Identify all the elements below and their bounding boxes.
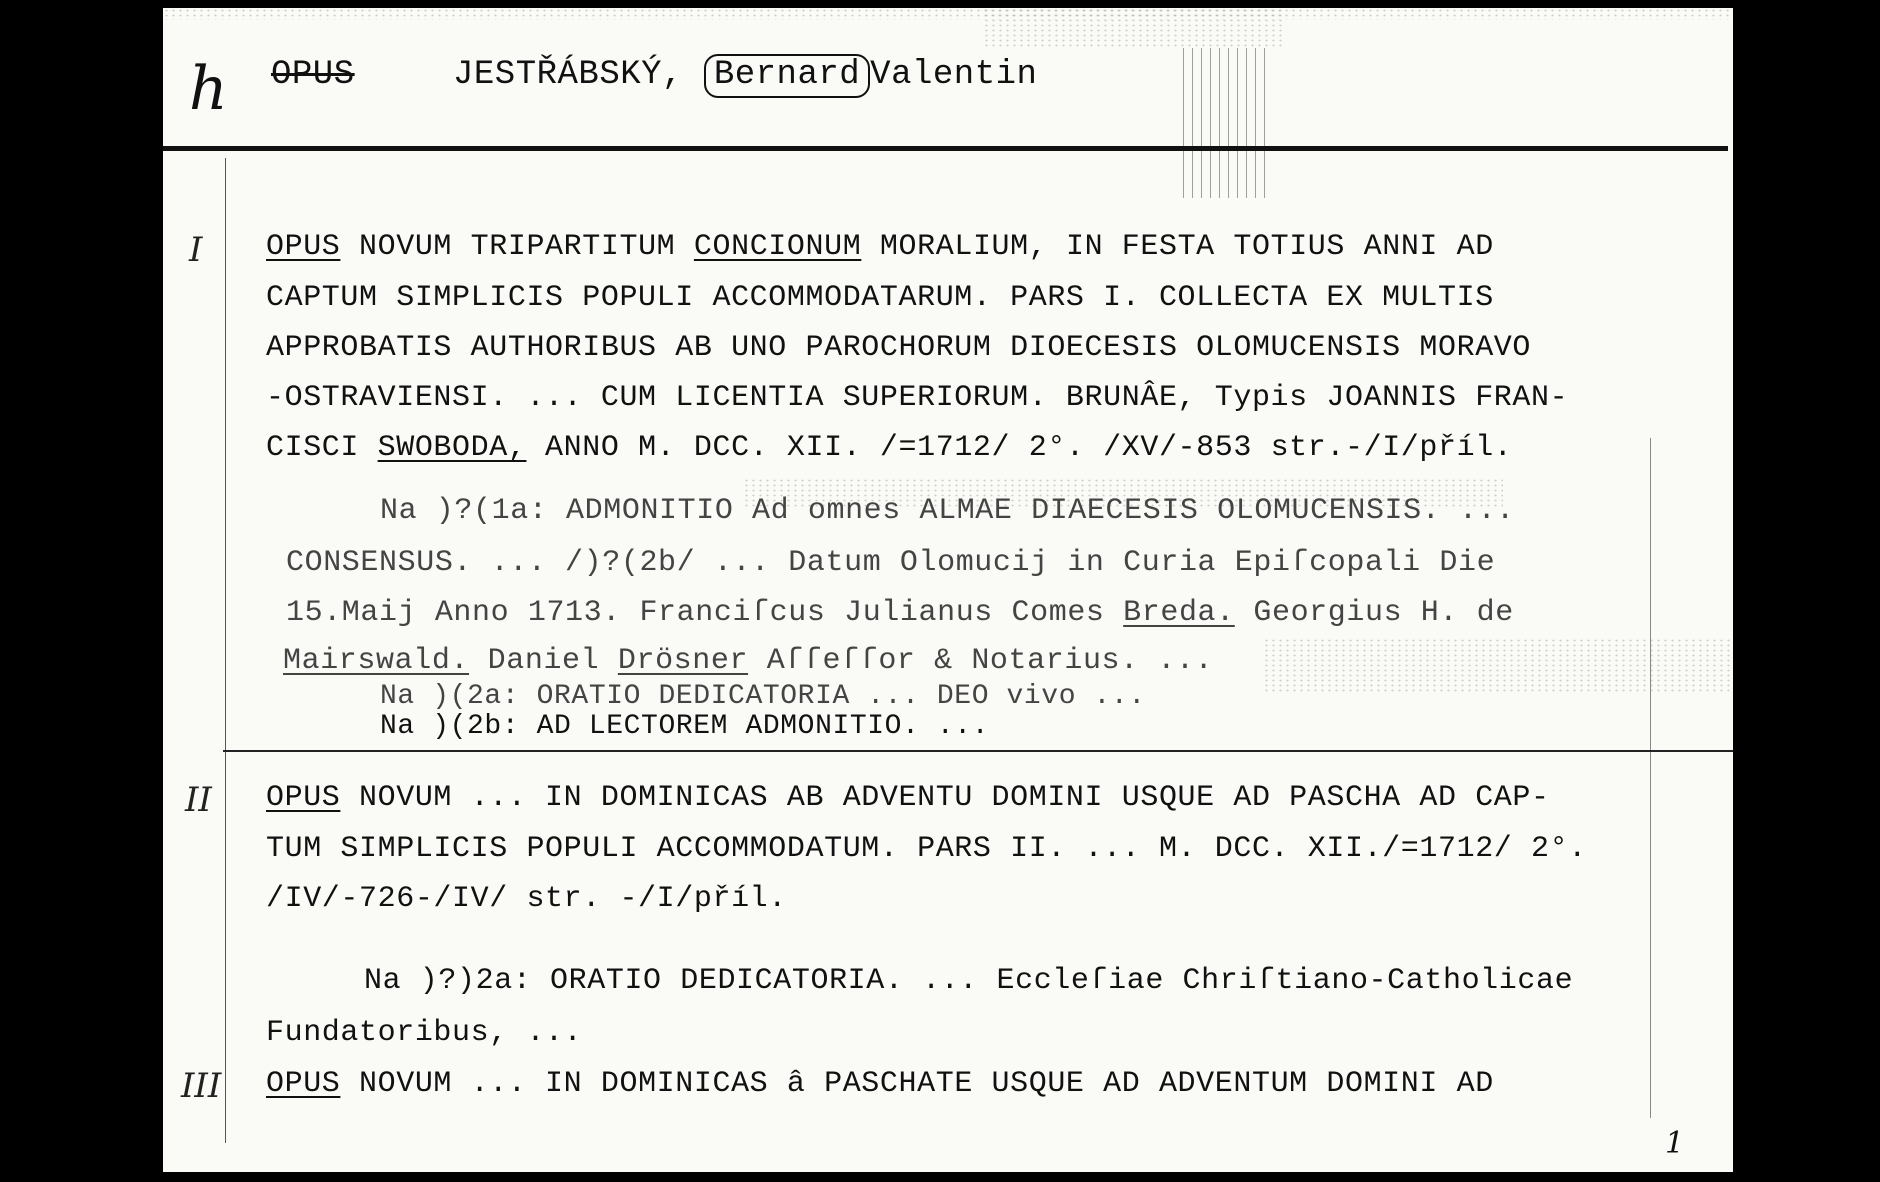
part1-mairswald: Mairswald. [283,644,470,678]
part2-line2: TUM SIMPLICIS POPULI ACCOMMODATUM. PARS II. ... M. DCC. XII./=1712/ 2°. [266,832,1587,866]
card-heading [163,8,1733,148]
part2-line1: OPUS NOVUM ... IN DOMINICAS AB ADVENTU DOMINI USQUE AD PASCHA AD CAP- [266,781,1550,815]
heading-rule [163,146,1728,151]
handwritten-h-mark: h [189,54,228,124]
catalog-card [163,8,1733,1172]
part-marker-2: II [185,780,212,820]
struck-opus: OPUS [271,56,355,94]
part1-line5: CISCI SWOBODA, ANNO M. DCC. XII. /=1712/ 2°. /XV/-853 str.-/I/příl. [266,431,1513,465]
part1-line3: APPROBATIS AUTHORIBUS AB UNO PAROCHORUM DIOECESIS OLOMUCENSIS MORAVO [266,331,1531,365]
part3-opus: OPUS [266,1067,341,1101]
part1-swoboda: SWOBODA, [377,431,527,465]
struck-heading-word [271,56,355,94]
part1-note2: CONSENSUS. ... /)?(2b/ ... Datum Olomucij in Curia Epiſcopali Die [286,546,1496,580]
part1-line2: CAPTUM SIMPLICIS POPULI ACCOMMODATARUM. PARS I. COLLECTA EX MULTIS [266,281,1494,315]
author-given-name-rest: Valentin [870,56,1038,94]
part1-line4: -OSTRAVIENSI. ... CUM LICENTIA SUPERIORUM. BRUNÂE, Typis JOANNIS FRAN- [266,381,1569,415]
part1-opus: OPUS [266,230,341,264]
part1-breda: Breda. [1123,596,1235,630]
author-given-name-circled: Bernard [704,54,870,98]
author-heading [453,56,1037,94]
left-margin-line [225,158,226,1143]
part1-note3: 15.Maij Anno 1713. Franciſcus Julianus Comes Breda. Georgius H. de [286,596,1514,630]
scan-noise-right [1263,638,1733,693]
part1-note6: Na )(2b: AD LECTOREM ADMONITIO. ... [380,711,990,742]
part1-drosner: Drösner [617,644,749,678]
part-marker-3: III [181,1066,222,1106]
author-surname: JESTŘÁBSKÝ, [453,56,683,94]
part2-note1: Na )?)2a: ORATIO DEDICATORIA. ... Eccleſiae Chriſtiano-Catholicae [364,964,1574,998]
part1-note1: Na )?(1a: ADMONITIO Ad omnes ALMAE DIAECESIS OLOMUCENSIS. ... [380,494,1515,528]
part1-line1: OPUS NOVUM TRIPARTITUM CONCIONUM MORALIUM, IN FESTA TOTIUS ANNI AD [266,230,1494,264]
section-rule [223,750,1733,752]
page-number: 1 [1665,1126,1685,1161]
part1-note4: Mairswald. Daniel Drösner Aſſeſſor & Notarius. ... [283,644,1214,678]
right-margin-line [1650,438,1651,1118]
part2-line3: /IV/-726-/IV/ str. -/I/příl. [266,882,787,916]
part-marker-1: I [189,230,203,270]
part1-note5: Na )(2a: ORATIO DEDICATORIA ... DEO vivo ... [380,681,1146,712]
part3-line1: OPUS NOVUM ... IN DOMINICAS â PASCHATE USQUE AD ADVENTUM DOMINI AD [266,1067,1494,1101]
part2-note2: Fundatoribus, ... [266,1016,583,1050]
part1-concionum: CONCIONUM [693,230,862,264]
part2-opus: OPUS [266,781,341,815]
